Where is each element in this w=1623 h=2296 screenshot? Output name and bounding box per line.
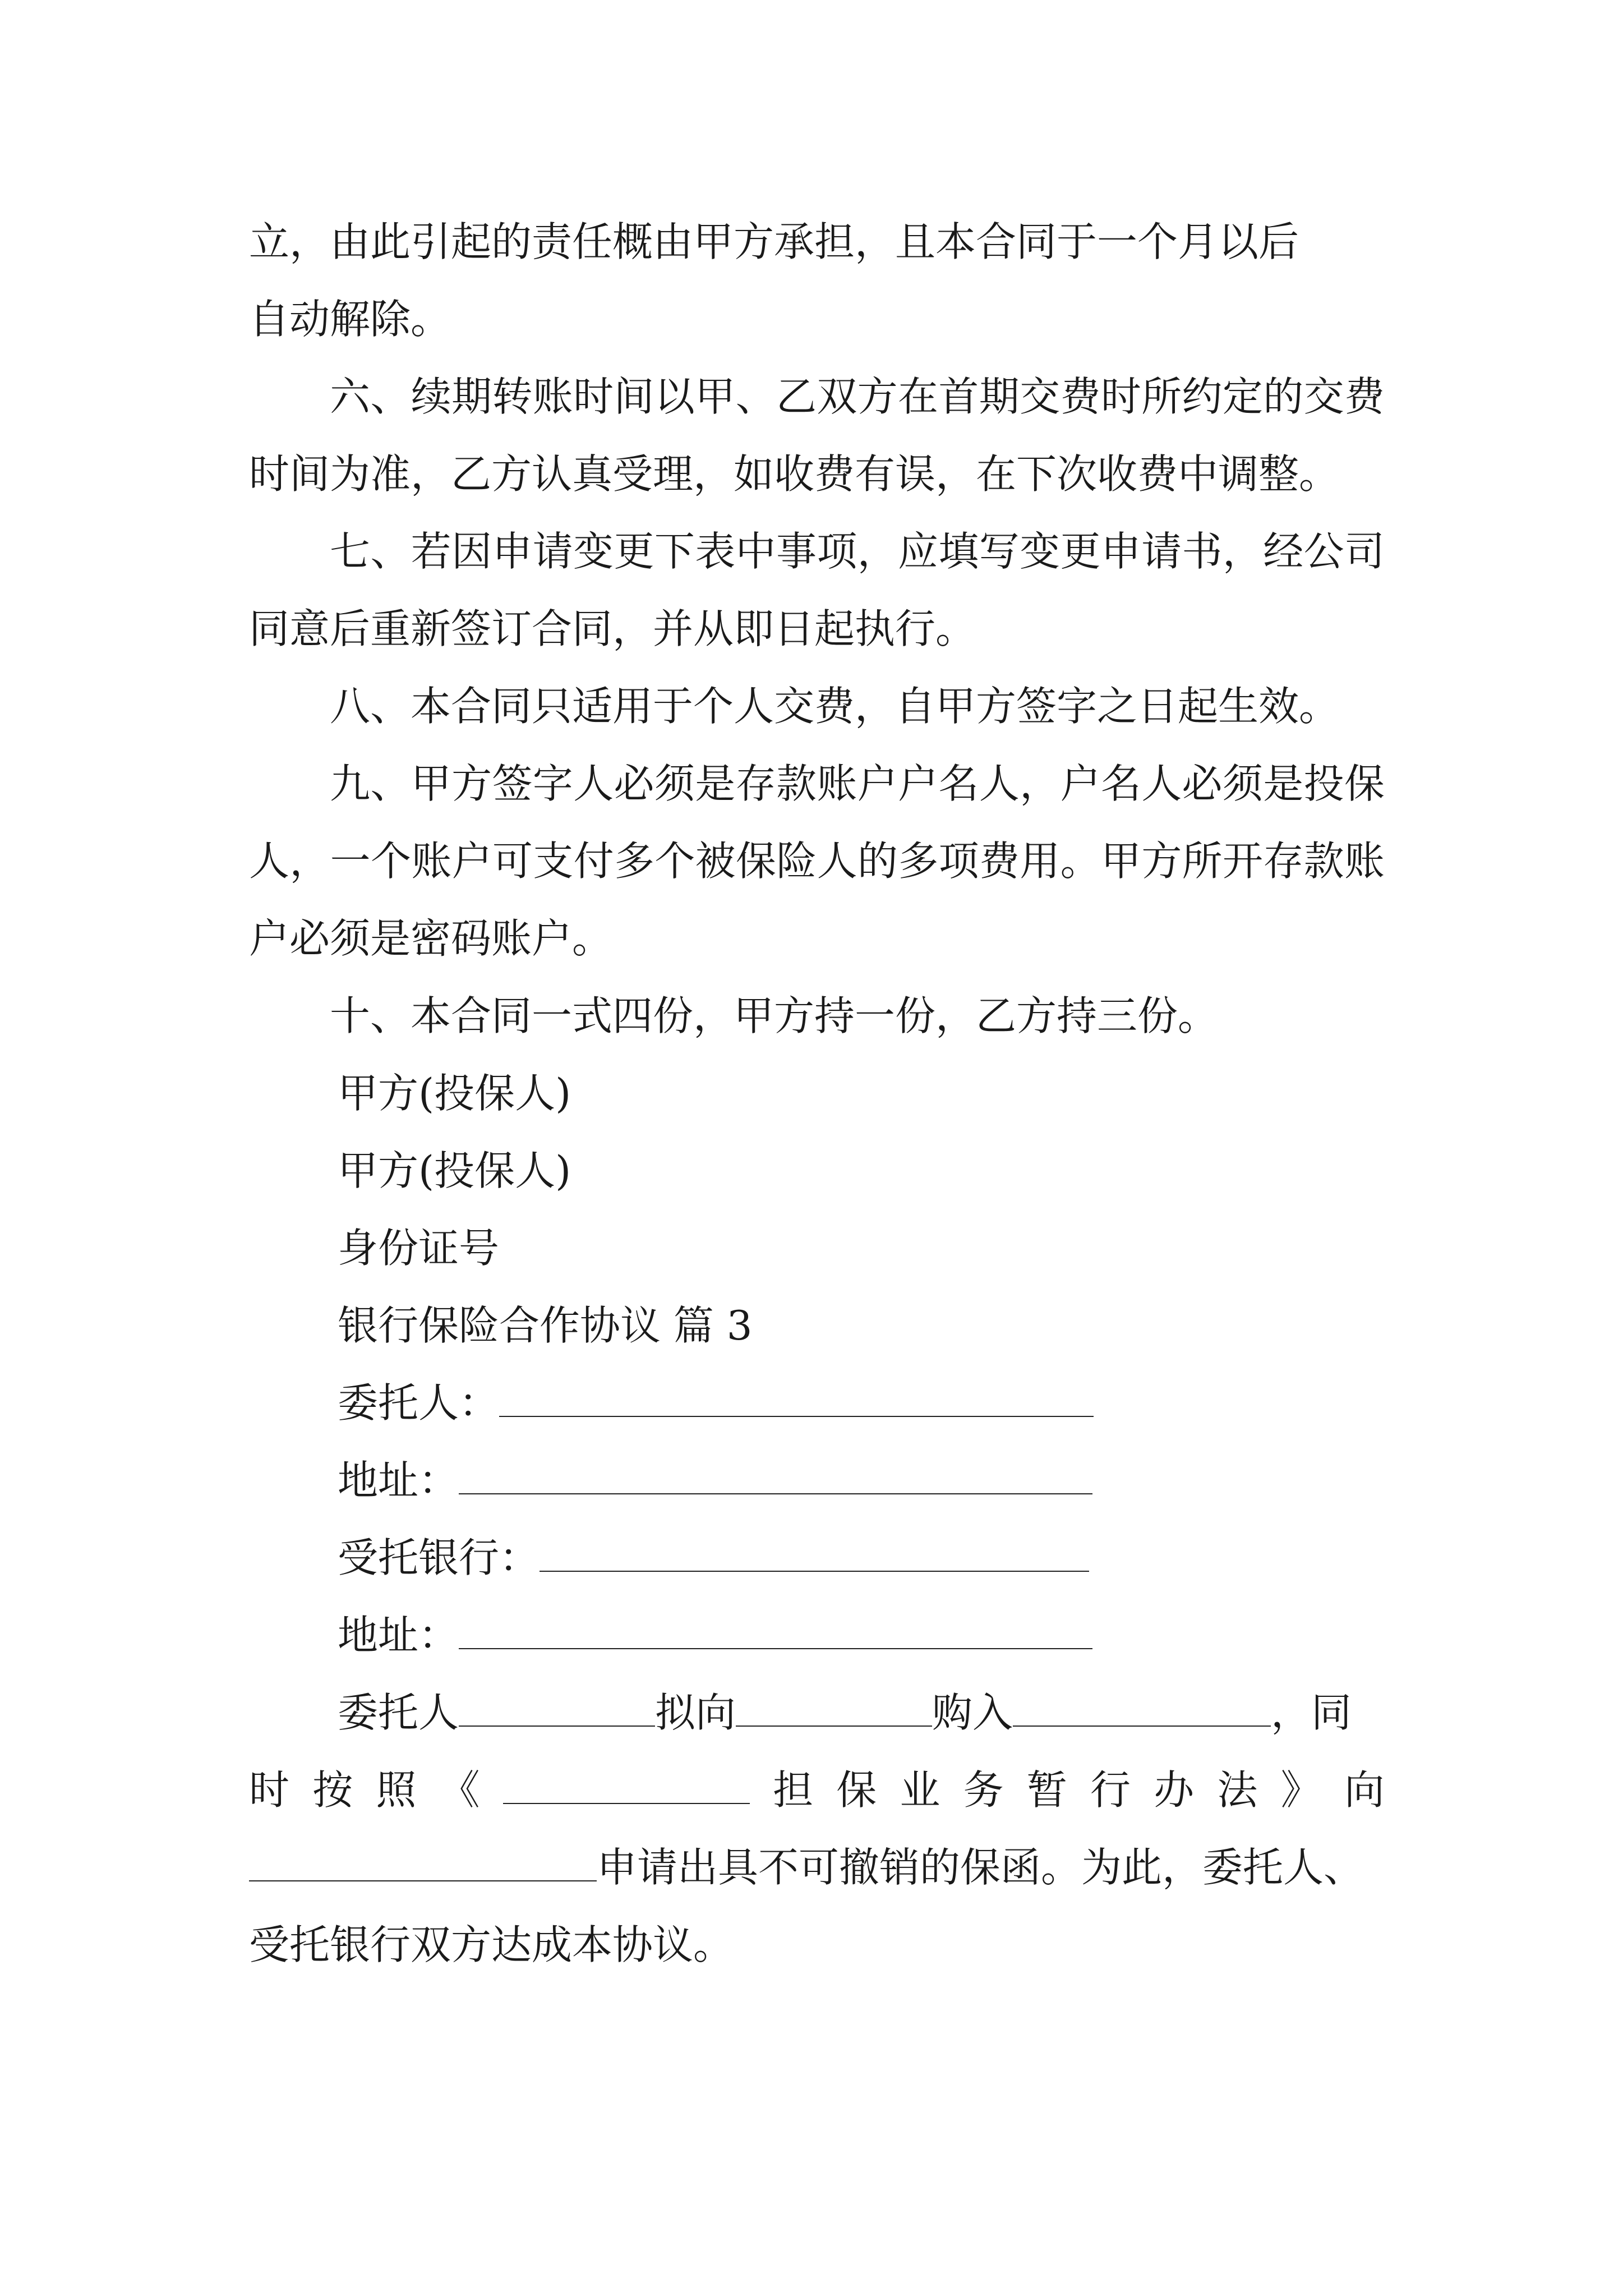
client-field-blank[interactable] bbox=[499, 1382, 1094, 1417]
clause-blank-goods[interactable] bbox=[1013, 1692, 1271, 1727]
clause-purchase-line3-text: 申请出具不可撤销的保函。为此，委托人、 bbox=[597, 1844, 1364, 1891]
bank-field-blank[interactable] bbox=[540, 1537, 1089, 1572]
clause-char: 行 bbox=[1090, 1766, 1131, 1814]
clause-char: 时 bbox=[249, 1766, 290, 1814]
address1-field-blank[interactable] bbox=[459, 1460, 1092, 1494]
clause-purchase-line4: 受托银行双方达成本协议。 bbox=[249, 1921, 734, 1968]
signature-party-a-2: 甲方(投保人) bbox=[338, 1147, 571, 1194]
address2-field-blank[interactable] bbox=[459, 1614, 1092, 1649]
clause-text-buy: 购入 bbox=[932, 1689, 1013, 1736]
clause-9: 九、甲方签字人必须是存款账户户名人，户名人必须是投保人，一个账户可支付多个被保险人的多项费用。甲方所开存款账户必须是密码账户。 bbox=[249, 760, 1385, 962]
clause-char: 》 bbox=[1280, 1766, 1321, 1814]
clause-char: 保 bbox=[836, 1766, 877, 1814]
clause-char: 暂 bbox=[1026, 1766, 1067, 1814]
address1-field-label: 地址： bbox=[338, 1457, 459, 1504]
clause-char: 办 bbox=[1154, 1766, 1195, 1814]
clause-blank-client[interactable] bbox=[459, 1692, 655, 1727]
clause-text-same: ，同 bbox=[1271, 1689, 1352, 1736]
clause-char: 法 bbox=[1217, 1766, 1258, 1814]
clause-char: 向 bbox=[1344, 1766, 1385, 1814]
signature-id-number: 身份证号 bbox=[338, 1225, 500, 1272]
section-title: 银行保险合作协议 篇 3 bbox=[338, 1302, 753, 1349]
clause-char: 《 bbox=[439, 1766, 480, 1814]
paragraph-continuation-line1: 立，由此引起的责任概由甲方承担，且本合同于一个月以后 bbox=[249, 218, 1299, 265]
address2-field-label: 地址： bbox=[338, 1612, 459, 1659]
document-body bbox=[249, 203, 1385, 1984]
clause-text-to: 拟向 bbox=[655, 1689, 736, 1736]
clause-6: 六、续期转账时间以甲、乙双方在首期交费时所约定的交费时间为准，乙方认真受理，如收费有误，在下次收费中调整。 bbox=[249, 373, 1385, 498]
clause-purchase-line2 bbox=[249, 1751, 1385, 1829]
clause-blank-guarantor[interactable] bbox=[249, 1847, 597, 1881]
clause-char: 照 bbox=[376, 1766, 417, 1814]
paragraph-continuation bbox=[249, 203, 1385, 358]
address2-field bbox=[249, 1596, 1385, 1674]
clause-7: 七、若因申请变更下表中事项，应填写变更申请书，经公司同意后重新签订合同，并从即日起执行。 bbox=[249, 528, 1385, 652]
clause-text-client: 委托人 bbox=[338, 1689, 459, 1736]
clause-char: 务 bbox=[963, 1766, 1004, 1814]
address1-field bbox=[249, 1442, 1385, 1519]
paragraph-continuation-line2: 自动解除。 bbox=[249, 296, 451, 343]
clause-8: 八、本合同只适用于个人交费，自甲方签字之日起生效。 bbox=[330, 683, 1340, 730]
clause-purchase-line1 bbox=[249, 1674, 1385, 1751]
signature-party-a-1: 甲方(投保人) bbox=[338, 1070, 571, 1117]
clause-10: 十、本合同一式四份，甲方持一份，乙方持三份。 bbox=[330, 992, 1219, 1039]
clause-purchase-line3 bbox=[249, 1829, 1385, 1906]
clause-char: 担 bbox=[773, 1766, 814, 1814]
clause-char: 按 bbox=[312, 1766, 353, 1814]
bank-field-label: 受托银行： bbox=[338, 1534, 540, 1581]
client-field bbox=[249, 1364, 1385, 1442]
clause-blank-regulation[interactable] bbox=[503, 1769, 750, 1804]
clause-char: 业 bbox=[900, 1766, 940, 1814]
client-field-label: 委托人： bbox=[338, 1379, 500, 1427]
bank-field bbox=[249, 1519, 1385, 1596]
clause-blank-seller[interactable] bbox=[736, 1692, 932, 1727]
